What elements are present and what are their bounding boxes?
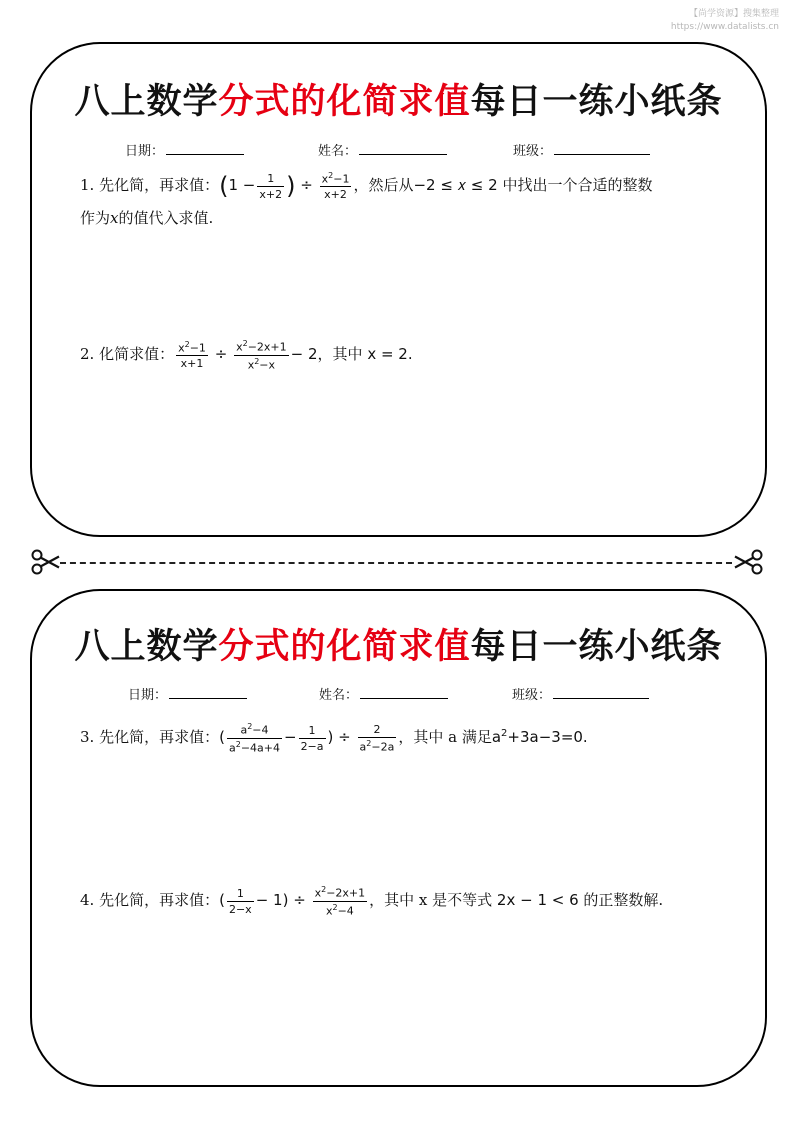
title-suffix: 每日一练小纸条	[470, 626, 723, 667]
q4-rparen: )	[282, 891, 289, 909]
q4-f2-exp: 2	[321, 884, 327, 894]
class-label: 班级：	[513, 144, 553, 159]
q3-fraction-2	[299, 725, 326, 752]
q4-number: 4.	[80, 891, 95, 909]
title-highlight: 分式的化简求值	[218, 626, 471, 667]
q2-text-after: ，其中	[317, 345, 368, 363]
q4-fraction-1	[227, 888, 254, 915]
scissors-icon	[734, 549, 764, 575]
q3-f1-exp: 2	[247, 721, 253, 731]
q1-fraction-2	[320, 172, 352, 201]
q1-line2-prefix: 作为	[80, 209, 111, 227]
q1-div: ÷	[300, 176, 313, 194]
q3-cond-base: a	[491, 728, 502, 746]
date-label: 日期：	[128, 688, 168, 703]
q2-f1-exp: 2	[184, 339, 190, 349]
q2-f2-exp: 2	[242, 338, 248, 348]
q4-f2-num: x	[314, 886, 322, 900]
q1-f2-den: x+2	[324, 188, 347, 202]
q1-line2-var: 𝑥	[110, 209, 119, 227]
title-prefix: 八上数学	[74, 626, 219, 667]
class-label: 班级：	[512, 688, 552, 703]
q4-f2-den: x	[325, 904, 333, 918]
q1-f2-num: x	[321, 172, 329, 186]
q3-f1-den: a	[228, 741, 236, 755]
q1-f2-num-rest: −1	[333, 172, 350, 186]
q3-minus: −	[283, 728, 297, 746]
question-1	[80, 170, 743, 233]
scissors-icon	[30, 549, 60, 575]
q2-fraction-1	[176, 341, 208, 370]
q1-fraction-1	[257, 173, 284, 200]
q3-f3-den-exp: 2	[366, 738, 372, 748]
name-field[interactable]	[318, 140, 447, 159]
q4-f2-den-exp: 2	[332, 902, 338, 912]
title-suffix: 每日一练小纸条	[470, 81, 723, 122]
q2-number: 2.	[80, 345, 95, 363]
q4-f2-num-rest: −2x+1	[326, 886, 366, 900]
q3-f2-den: 2−a	[300, 739, 324, 753]
q2-f2-num-rest: −2x+1	[247, 340, 287, 354]
q2-f2-den: x	[247, 358, 255, 372]
worksheet-card-1	[30, 42, 767, 537]
q4-lparen: (	[219, 891, 225, 909]
q3-cond-rest: +3a−3=0.	[507, 728, 588, 746]
q3-div: ÷	[338, 728, 351, 746]
q2-fraction-2	[234, 340, 289, 370]
q1-f1-num: 1	[257, 173, 284, 187]
q3-number: 3.	[80, 728, 95, 746]
q1-text-after: ，然后从	[353, 176, 414, 194]
watermark-line1: 【尚学资源】搜集整理	[688, 9, 779, 19]
question-2	[80, 339, 743, 370]
q2-f1-num: x	[178, 341, 185, 355]
q4-text-after2: 的正整数解.	[578, 891, 664, 909]
name-label: 姓名：	[319, 688, 359, 703]
q4-inequality: 2x − 1 < 6	[496, 891, 579, 909]
name-blank[interactable]	[360, 686, 448, 699]
q2-div: ÷	[214, 345, 228, 363]
date-field[interactable]	[125, 140, 244, 159]
title-highlight: 分式的化简求值	[218, 81, 471, 122]
q3-lparen: (	[219, 728, 225, 746]
date-label: 日期：	[125, 144, 165, 159]
title-prefix: 八上数学	[74, 81, 219, 122]
q1-f1-den: x+2	[259, 187, 283, 201]
q3-f1-den-exp: 2	[235, 739, 241, 749]
q1-line2-rest: 的值代入求值.	[118, 209, 214, 227]
q2-f1-num-rest: −1	[189, 341, 206, 355]
q1-number: 1.	[80, 176, 95, 194]
worksheet-card-2	[30, 589, 767, 1087]
cut-line	[60, 562, 732, 564]
q4-minus-one: − 1	[255, 891, 283, 909]
q2-f2-den-rest: −x	[259, 358, 276, 372]
q3-f3-num: 2	[358, 724, 397, 738]
q2-condition: x = 2.	[367, 345, 413, 363]
q3-rparen: )	[327, 728, 334, 746]
q4-f1-num: 1	[227, 888, 254, 902]
watermark	[671, 8, 779, 34]
q1-text-after2: 中找出一个合适的整数	[497, 176, 653, 194]
q3-condition	[492, 728, 588, 746]
q1-range: −2 ≤ 𝑥 ≤ 2	[413, 176, 498, 194]
q4-div: ÷	[293, 891, 306, 909]
q4-fraction-2	[313, 886, 368, 916]
q1-one-minus: 1 −	[228, 176, 256, 194]
q1-lparen: (	[219, 172, 229, 200]
question-4	[80, 885, 743, 916]
class-blank[interactable]	[553, 686, 649, 699]
question-3	[80, 719, 743, 753]
q2-f2-den-exp: 2	[254, 356, 260, 366]
q3-f2-num: 1	[299, 725, 326, 739]
q3-f1-num: a	[240, 723, 248, 737]
q3-fraction-1	[227, 723, 282, 753]
q3-text-after: ，其中 a 满足	[398, 728, 492, 746]
card-title	[32, 619, 765, 669]
date-blank[interactable]	[166, 142, 244, 155]
class-field[interactable]	[512, 684, 649, 703]
q4-text-after: ，其中 x 是不等式	[369, 891, 497, 909]
q1-text-before: 先化简，再求值：	[99, 176, 220, 194]
date-blank[interactable]	[169, 686, 247, 699]
name-field[interactable]	[319, 684, 448, 703]
name-label: 姓名：	[318, 144, 358, 159]
q2-f1-den: x+1	[180, 357, 204, 371]
class-blank[interactable]	[554, 142, 650, 155]
q3-text-before: 先化简，再求值：	[99, 728, 220, 746]
q3-cond-exp: 2	[501, 728, 508, 739]
q4-f2-den-rest: −4	[337, 904, 354, 918]
q2-text-before: 化简求值：	[99, 345, 175, 363]
q3-f1-den-rest: −4a+4	[240, 741, 280, 755]
q2-tail: − 2	[290, 345, 318, 363]
name-blank[interactable]	[359, 142, 447, 155]
q4-text-before: 先化简，再求值：	[99, 891, 220, 909]
q3-f1-num-rest: −4	[252, 723, 269, 737]
q1-rparen: )	[286, 172, 296, 200]
date-field[interactable]	[128, 684, 247, 703]
q1-f2-exp: 2	[328, 170, 334, 180]
q4-f1-den: 2−x	[228, 902, 252, 916]
watermark-line2: https://www.datalists.cn	[670, 22, 779, 32]
class-field[interactable]	[513, 140, 650, 159]
q3-f3-den-rest: −2a	[371, 740, 395, 754]
q2-f2-num: x	[236, 340, 243, 354]
q3-f3-den: a	[359, 740, 367, 754]
card-title	[32, 74, 765, 124]
q3-fraction-3	[358, 724, 397, 753]
